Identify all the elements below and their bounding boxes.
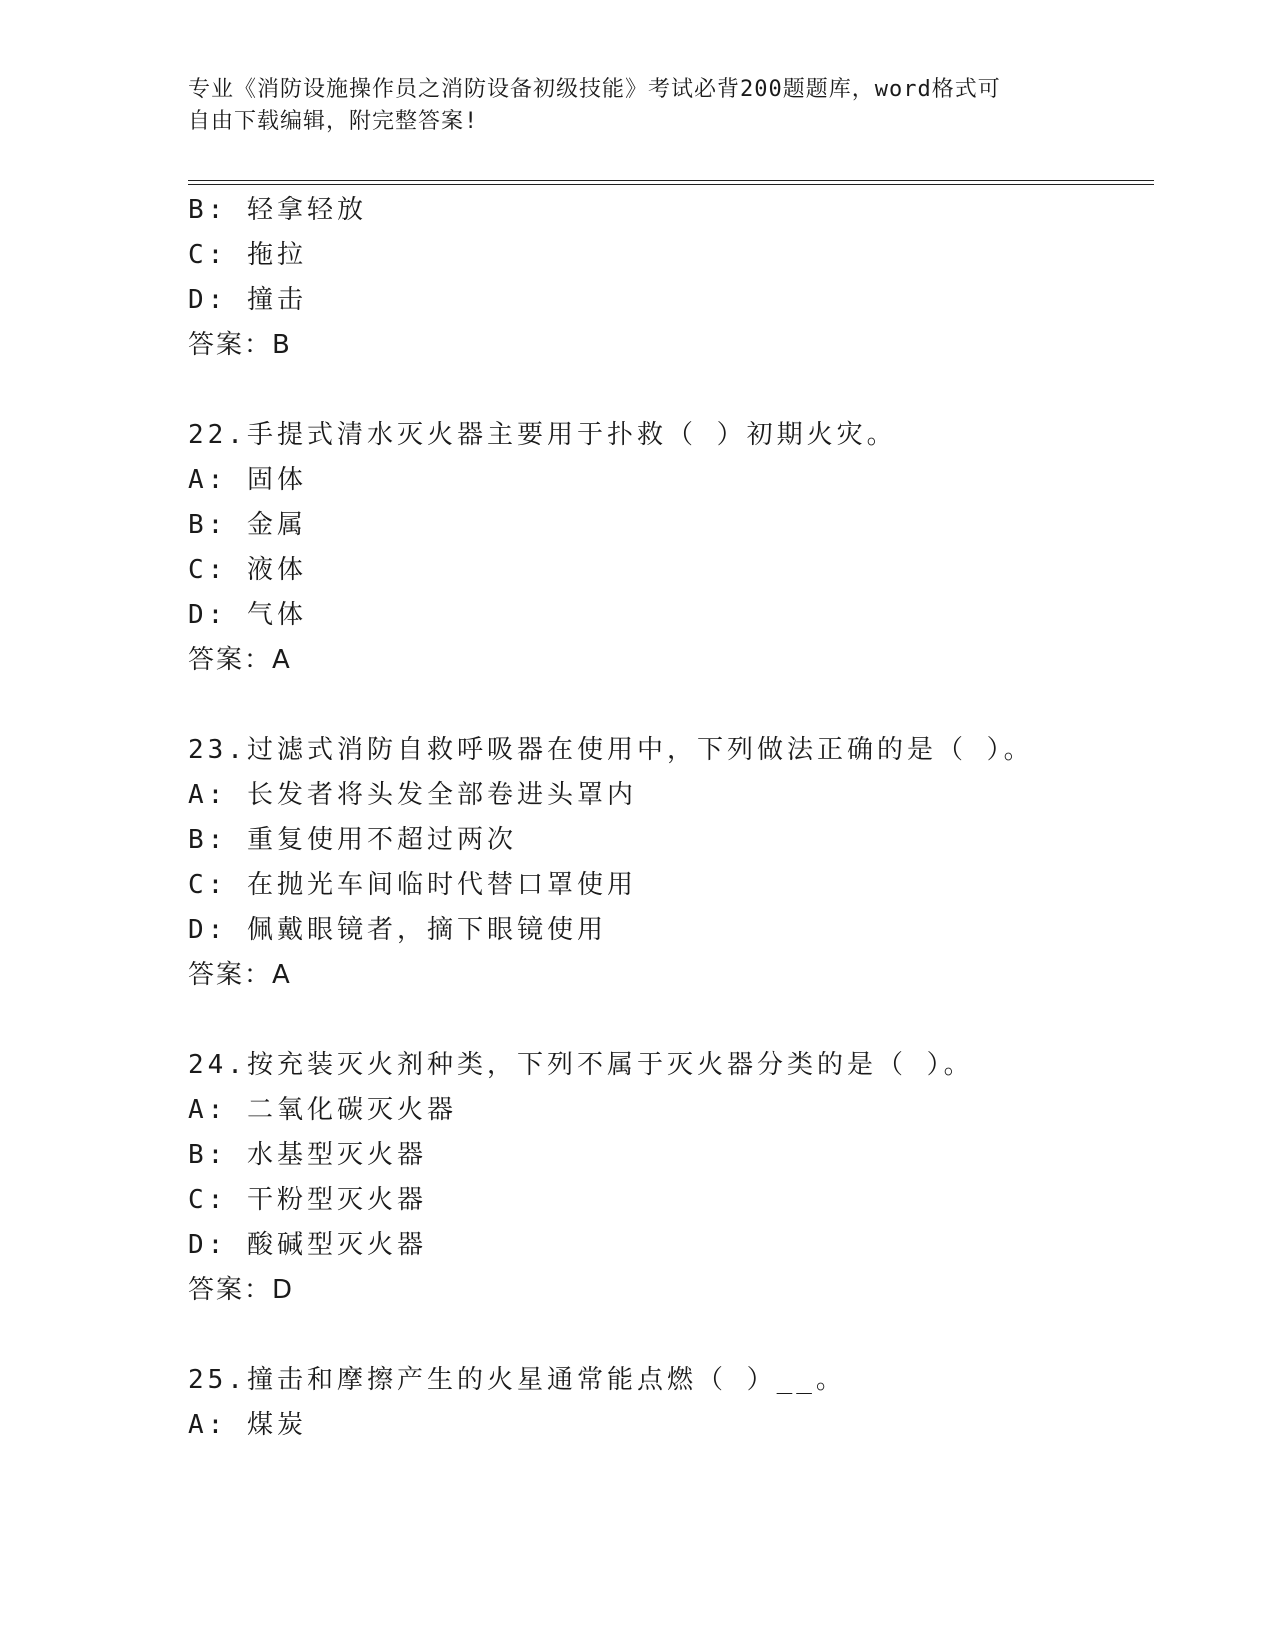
answer-line: 答案：B xyxy=(188,330,292,360)
answer-line: 答案：D xyxy=(188,1275,295,1305)
option-d: D: 酸碱型灭火器 xyxy=(188,1230,427,1260)
option-b: B: 水基型灭火器 xyxy=(188,1140,427,1170)
option-a: A: 长发者将头发全部卷进头罩内 xyxy=(188,780,637,810)
question-22-stem: 22.手提式清水灭火器主要用于扑救（ ）初期火灾。 xyxy=(188,420,897,450)
option-c: C: 在抛光车间临时代替口罩使用 xyxy=(188,870,637,900)
header-line-1: 专业《消防设施操作员之消防设备初级技能》考试必背200题题库，word格式可 xyxy=(188,77,1001,102)
option-a: A: 二氧化碳灭火器 xyxy=(188,1095,457,1125)
question-23-stem: 23.过滤式消防自救呼吸器在使用中，下列做法正确的是（ ）。 xyxy=(188,735,1034,765)
answer-line: 答案：A xyxy=(188,960,292,990)
header-divider-bottom xyxy=(188,184,1154,185)
option-a: A: 煤炭 xyxy=(188,1410,307,1440)
option-b: B: 重复使用不超过两次 xyxy=(188,825,517,855)
question-25-stem: 25.撞击和摩擦产生的火星通常能点燃（ ）__。 xyxy=(188,1365,846,1395)
option-c: C: 拖拉 xyxy=(188,240,307,270)
header-line-2: 自由下载编辑，附完整答案! xyxy=(188,109,479,134)
option-a: A: 固体 xyxy=(188,465,307,495)
answer-line: 答案：A xyxy=(188,645,292,675)
option-d: D: 佩戴眼镜者，摘下眼镜使用 xyxy=(188,915,607,945)
option-d: D: 气体 xyxy=(188,600,307,630)
option-b: B: 轻拿轻放 xyxy=(188,195,367,225)
option-c: C: 液体 xyxy=(188,555,307,585)
option-d: D: 撞击 xyxy=(188,285,307,315)
option-c: C: 干粉型灭火器 xyxy=(188,1185,427,1215)
document-header xyxy=(188,74,1068,138)
header-divider-top xyxy=(188,180,1154,181)
option-b: B: 金属 xyxy=(188,510,307,540)
question-24-stem: 24.按充装灭火剂种类，下列不属于灭火器分类的是（ ）。 xyxy=(188,1050,974,1080)
